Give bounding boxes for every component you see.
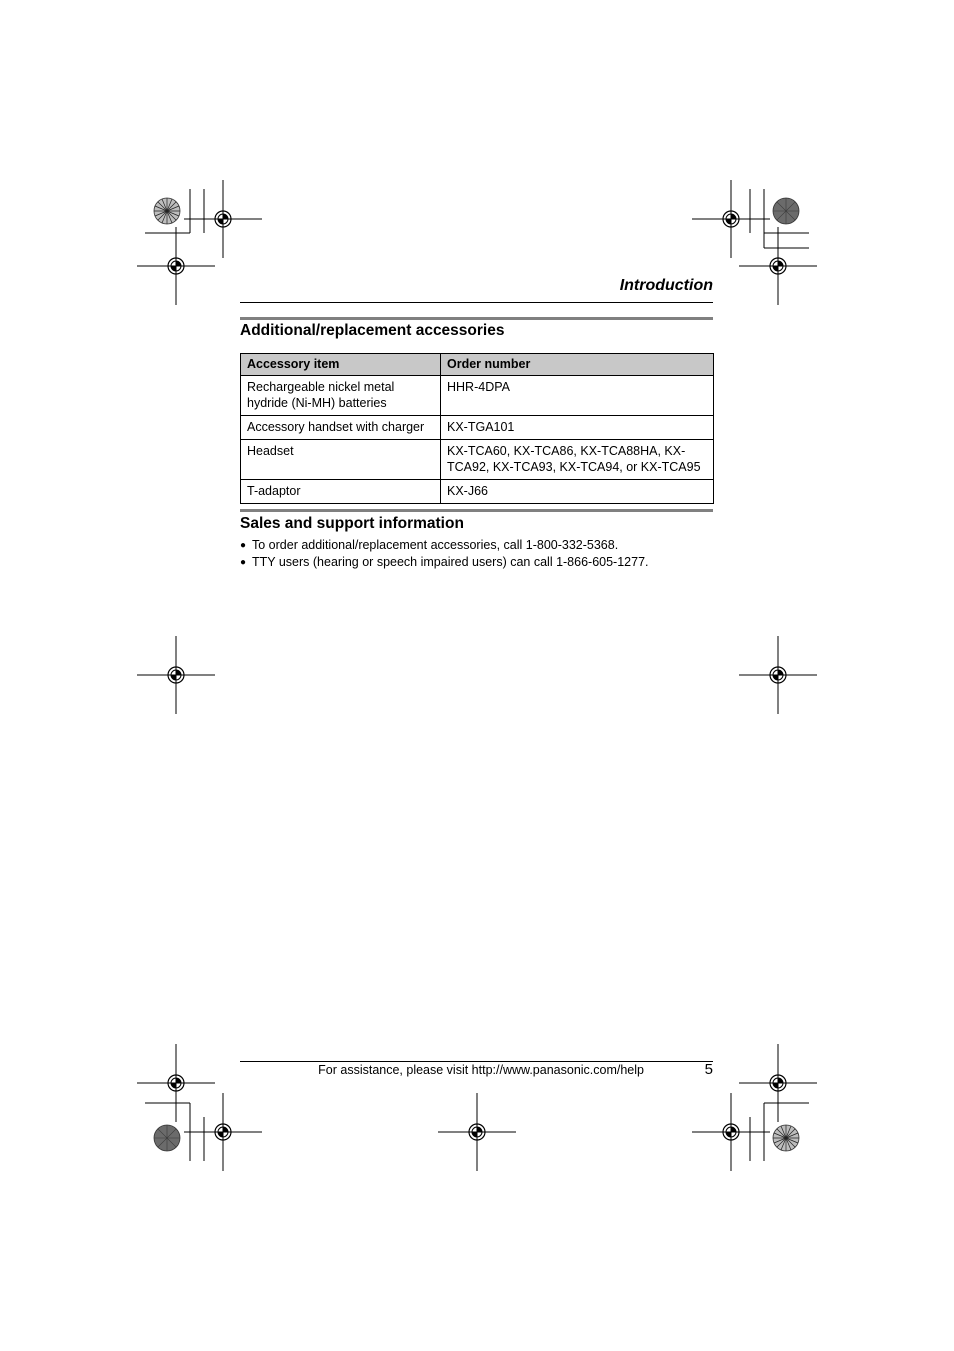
support-list <box>240 537 720 571</box>
accessory-item-cell: Headset <box>241 440 441 480</box>
table-row <box>241 376 714 416</box>
support-heading: Sales and support information <box>240 515 464 532</box>
footer-rule <box>240 1061 713 1062</box>
column-header-order-number: Order number <box>441 354 714 376</box>
table-row <box>241 440 714 480</box>
order-number-cell: KX-TGA101 <box>441 416 714 440</box>
list-item-text: To order additional/replacement accessories, call 1-800-332-5368. <box>252 538 619 552</box>
header-rule <box>240 302 713 303</box>
bullet-icon: ● <box>240 557 247 568</box>
accessory-table <box>240 353 714 504</box>
accessories-heading: Additional/replacement accessories <box>240 322 505 339</box>
table-row <box>241 480 714 504</box>
footer-assistance-text: For assistance, please visit http://www.panasonic.com/help <box>318 1063 644 1077</box>
table-row <box>241 416 714 440</box>
accessory-item-cell: T-adaptor <box>241 480 441 504</box>
accessory-item-cell: Rechargeable nickel metal hydride (Ni-MH) batteries <box>241 376 441 416</box>
list-item <box>240 554 720 571</box>
order-number-cell: HHR-4DPA <box>441 376 714 416</box>
accessory-item-cell: Accessory handset with charger <box>241 416 441 440</box>
list-item <box>240 537 720 554</box>
page-number: 5 <box>704 1061 713 1078</box>
bullet-icon: ● <box>240 540 247 551</box>
support-heading-bar <box>240 509 713 512</box>
order-number-cell: KX-J66 <box>441 480 714 504</box>
list-item-text: TTY users (hearing or speech impaired users) can call 1-866-605-1277. <box>252 555 649 569</box>
order-number-cell: KX-TCA60, KX-TCA86, KX-TCA88HA, KX-TCA92, KX-TCA93, KX-TCA94, or KX-TCA95 <box>441 440 714 480</box>
column-header-accessory-item: Accessory item <box>241 354 441 376</box>
accessories-heading-bar <box>240 317 713 320</box>
table-header-row <box>241 354 714 376</box>
section-header: Introduction <box>619 277 713 294</box>
